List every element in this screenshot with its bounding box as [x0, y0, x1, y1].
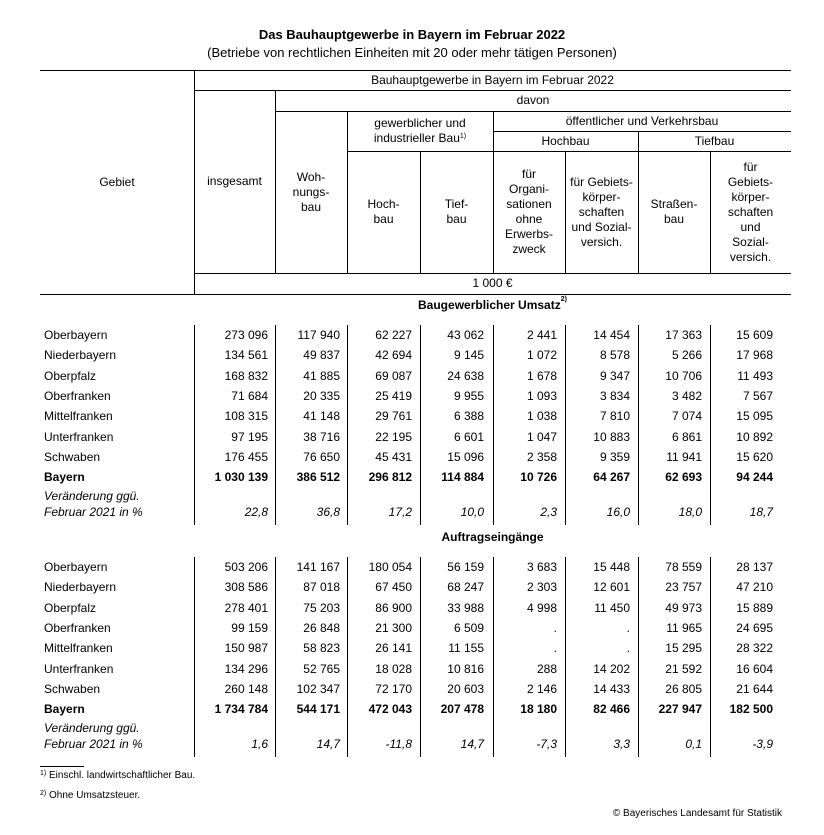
cell-value: 11 493 [737, 368, 773, 383]
footnote-1: $^{1)}$ Einschl. landwirtschaftlicher Bau. [40, 770, 196, 781]
cell-value: 3,3 [613, 737, 630, 752]
row-label: Oberbayern [44, 560, 108, 574]
cell-value: 49 973 [665, 600, 702, 615]
row-label: Mittelfranken [44, 409, 113, 424]
cell-value: 99 159 [231, 620, 268, 635]
cell-value: 21 300 [375, 620, 412, 635]
cell-value: 182 500 [729, 702, 773, 717]
cell-value: 6 861 [671, 429, 702, 444]
cell-value: 68 247 [447, 580, 484, 595]
cell-value: 1 030 139 [214, 470, 268, 485]
cell-value: 15 889 [736, 600, 773, 615]
table-row [40, 618, 791, 638]
cell-value: 180 054 [368, 560, 412, 574]
cell-value: 9 347 [599, 368, 630, 383]
cell-value: 11 965 [666, 620, 702, 635]
cell-value: 6 509 [453, 620, 484, 635]
header-oeffentlicher [493, 111, 791, 131]
cell-value: 1 047 [526, 429, 557, 444]
cell-value: 1 038 [526, 409, 557, 424]
header-gew-hochbau [347, 151, 420, 273]
cell-value: 296 812 [368, 470, 412, 485]
cell-value: 9 359 [599, 449, 630, 464]
cell-value: 8 578 [599, 348, 630, 363]
cell-value: 18 028 [375, 661, 412, 676]
cell-value: 15 609 [736, 328, 773, 342]
cell-value: 134 561 [224, 348, 268, 363]
header-gew-tiefbau [420, 151, 493, 273]
cell-value: 12 601 [593, 580, 630, 595]
cell-value: 25 419 [375, 388, 412, 403]
cell-value: 23 757 [665, 580, 702, 595]
page-title: Das Bauhauptgewerbe in Bayern im Februar 2022 [258, 27, 566, 42]
table-row [40, 386, 791, 406]
table-row [40, 427, 791, 447]
cell-value: 29 761 [375, 409, 412, 424]
cell-value: 49 837 [303, 348, 340, 363]
cell-value: 64 267 [593, 470, 630, 485]
cell-value: 288 [536, 661, 557, 676]
row-label: Oberpfalz [44, 600, 97, 615]
cell-value: 56 159 [447, 560, 484, 574]
cell-value: 24 695 [736, 620, 773, 635]
cell-value: 3 482 [671, 388, 702, 403]
cell-value: 260 148 [224, 681, 268, 696]
cell-value: 16,0 [606, 505, 630, 520]
cell-value: 36,8 [316, 505, 340, 520]
cell-value: 72 170 [375, 681, 412, 696]
header-gew-tiefbau-text: Tief- bau [444, 197, 469, 226]
cell-value: 14,7 [316, 737, 340, 752]
cell-value: 76 650 [303, 449, 340, 464]
cell-value: 86 900 [375, 600, 412, 615]
cell-value: 11 450 [594, 600, 630, 615]
header-davon [275, 90, 791, 111]
header-gebiet [40, 70, 194, 294]
cell-value: 503 206 [224, 560, 268, 574]
header-wohnungsbau-text: Woh- nungs- bau [292, 169, 330, 214]
cell-value: 26 141 [375, 641, 412, 656]
cell-value: 3 683 [526, 560, 557, 574]
cell-value: 26 805 [665, 681, 702, 696]
cell-value: 14 433 [593, 681, 630, 696]
row-label: Oberfranken [44, 388, 111, 403]
page-subtitle: (Betriebe von rechtlichen Einheiten mit 20 oder mehr tätigen Personen) [207, 45, 617, 60]
header-tiefbau-group [638, 131, 791, 151]
cell-value: 38 716 [303, 429, 340, 444]
cell-value: . [553, 641, 557, 656]
cell-value: 1,6 [251, 737, 268, 752]
cell-value: 41 885 [303, 368, 340, 383]
cell-value: 114 884 [441, 470, 484, 485]
header-gebiet-text: Gebiet [99, 174, 135, 189]
cell-value: . [553, 620, 557, 635]
header-bottom-rule [40, 294, 791, 295]
header-unit-text: 1 000 € [472, 276, 513, 290]
cell-value: . [626, 620, 630, 635]
cell-value: 58 823 [303, 641, 340, 656]
row-label: Unterfranken [44, 661, 114, 676]
header-top-span-text: Bauhauptgewerbe in Bayern im Februar 2022 [371, 72, 614, 87]
cell-value: 78 559 [665, 560, 702, 574]
cell-value: 28 137 [736, 560, 773, 574]
cell-value: 207 478 [440, 702, 484, 717]
cell-value: 15 096 [447, 449, 484, 464]
row-label: Veränderung ggü. Februar 2021 in % [44, 721, 143, 752]
cell-value: 2 303 [526, 580, 557, 595]
cell-value: 28 322 [736, 641, 773, 656]
header-gebiets-tiefbau-text: für Gebiets- körper- schaften und Sozial- versich. [727, 159, 774, 264]
cell-value: 20 603 [447, 681, 484, 696]
header-unit [194, 273, 791, 294]
header-oeffentlicher-text: öffentlicher und Verkehrsbau [565, 113, 719, 128]
table-row [40, 679, 791, 699]
cell-value: 150 987 [224, 641, 268, 656]
cell-value: 10 706 [665, 368, 702, 383]
change-row [40, 719, 791, 755]
cell-value: 4 998 [526, 600, 557, 615]
cell-value: 17 968 [736, 348, 773, 363]
table-row [40, 366, 791, 386]
cell-value: 1 093 [526, 388, 557, 403]
row-label: Oberbayern [44, 328, 108, 342]
header-gebiets-hochbau [565, 151, 638, 273]
cell-value: 62 227 [375, 328, 412, 342]
cell-value: 14 202 [593, 661, 630, 676]
cell-value: 10,0 [460, 505, 484, 520]
cell-value: 43 062 [447, 328, 484, 342]
cell-value: 2 441 [526, 328, 557, 342]
cell-value: 9 145 [453, 348, 484, 363]
cell-value: 16 604 [736, 661, 773, 676]
cell-value: 3 834 [599, 388, 630, 403]
cell-value: 117 940 [297, 328, 340, 342]
table-row [40, 345, 791, 365]
section-title-1: Baugewerblicher Umsatz$^{2)}$ [418, 296, 567, 312]
cell-value: 273 096 [224, 328, 268, 342]
table-row [40, 447, 791, 467]
cell-value: 15 448 [593, 560, 630, 574]
header-gebiets-hochbau-text: für Gebiets- körper- schaften und Sozial- versich. [570, 174, 633, 249]
cell-value: 11 155 [448, 641, 484, 656]
cell-value: 11 941 [666, 449, 702, 464]
row-label: Mittelfranken [44, 641, 113, 656]
cell-value: 134 296 [224, 661, 268, 676]
cell-value: 41 148 [303, 409, 340, 424]
cell-value: 18,7 [749, 505, 773, 520]
header-gebiets-tiefbau [710, 151, 791, 273]
table-row [40, 557, 791, 577]
cell-value: 10 816 [447, 661, 484, 676]
total-row [40, 699, 791, 719]
header-hochbau-group-text: Hochbau [541, 133, 590, 148]
cell-value: 472 043 [368, 702, 412, 717]
row-label: Schwaben [44, 449, 101, 464]
cell-value: 75 203 [303, 600, 340, 615]
cell-value: -7,3 [536, 737, 557, 752]
cell-value: 62 693 [665, 470, 702, 485]
cell-value: 6 388 [453, 409, 484, 424]
cell-value: 15 620 [736, 449, 773, 464]
cell-value: 10 883 [593, 429, 630, 444]
cell-value: 69 087 [375, 368, 412, 383]
cell-value: 18,0 [678, 505, 702, 520]
cell-value: 24 638 [447, 368, 484, 383]
section-title-2: Auftragseingänge [441, 530, 544, 544]
cell-value: 22 195 [375, 429, 412, 444]
cell-value: 97 195 [231, 429, 268, 444]
row-label: Veränderung ggü. Februar 2021 in % [44, 489, 143, 520]
row-label: Schwaben [44, 681, 101, 696]
cell-value: 7 567 [742, 388, 773, 403]
total-row [40, 467, 791, 487]
header-gewerblicher [347, 111, 493, 151]
header-insgesamt [194, 90, 275, 273]
cell-value: 308 586 [224, 580, 268, 595]
header-organisationen-text: für Organi- sationen ohne Erwerbs- zweck [504, 167, 553, 256]
row-label: Oberpfalz [44, 368, 97, 383]
cell-value: 15 295 [665, 641, 702, 656]
cell-value: 21 592 [665, 661, 702, 676]
footnote-2: $^{2)}$ Ohne Umsatzsteuer. [40, 790, 141, 801]
change-row [40, 487, 791, 523]
cell-value: 87 018 [303, 580, 340, 595]
header-tiefbau-group-text: Tiefbau [694, 133, 735, 148]
cell-value: 26 848 [303, 620, 340, 635]
cell-value: 9 955 [453, 388, 484, 403]
cell-value: 17,2 [388, 505, 412, 520]
cell-value: 2 146 [526, 681, 557, 696]
cell-value: 94 244 [736, 470, 773, 485]
cell-value: 386 512 [296, 470, 340, 485]
cell-value: 14,7 [460, 737, 484, 752]
cell-value: 6 601 [453, 429, 484, 444]
header-davon-text: davon [516, 93, 550, 107]
table-row [40, 325, 791, 345]
cell-value: 141 167 [296, 560, 340, 574]
cell-value: 33 988 [447, 600, 484, 615]
cell-value: 45 431 [375, 449, 412, 464]
cell-value: -3,9 [752, 737, 773, 752]
cell-value: 102 347 [296, 681, 340, 696]
table-row [40, 659, 791, 679]
cell-value: 108 315 [224, 409, 268, 424]
table-row [40, 406, 791, 426]
cell-value: 1 678 [526, 368, 557, 383]
cell-value: 14 454 [593, 328, 630, 342]
cell-value: 5 266 [671, 348, 702, 363]
cell-value: 2 358 [526, 449, 557, 464]
cell-value: 278 401 [224, 600, 268, 615]
cell-value: 42 694 [375, 348, 412, 363]
row-label: Bayern [44, 470, 85, 485]
cell-value: 71 684 [231, 388, 268, 403]
row-label: Oberfranken [44, 620, 111, 635]
cell-value: 1 734 784 [214, 702, 268, 717]
cell-value: 10 892 [736, 429, 773, 444]
cell-value: . [626, 641, 630, 656]
row-label: Unterfranken [44, 429, 114, 444]
header-organisationen [493, 151, 565, 273]
cell-value: 7 810 [599, 409, 630, 424]
copyright: © Bayerisches Landesamt für Statistik [612, 808, 782, 819]
cell-value: 7 074 [671, 409, 702, 424]
table-row [40, 577, 791, 597]
table-row [40, 598, 791, 618]
cell-value: 2,3 [540, 505, 557, 520]
cell-value: 0,1 [685, 737, 702, 752]
cell-value: 22,8 [244, 505, 268, 520]
cell-value: 227 947 [658, 702, 702, 717]
cell-value: 1 072 [526, 348, 557, 363]
cell-value: 10 726 [520, 470, 557, 485]
header-strassenbau [638, 151, 710, 273]
table-row [40, 638, 791, 658]
row-label: Niederbayern [44, 580, 117, 595]
header-wohnungsbau [275, 111, 347, 273]
header-gewerblicher-text: gewerblicher und industrieller Bau$^{1)}$ [373, 116, 467, 145]
cell-value: 67 450 [375, 580, 412, 595]
cell-value: 544 171 [296, 702, 340, 717]
cell-value: -11,8 [385, 737, 412, 752]
cell-value: 47 210 [736, 580, 773, 595]
cell-value: 21 644 [736, 681, 773, 696]
cell-value: 82 466 [593, 702, 630, 717]
cell-value: 15 095 [736, 409, 773, 424]
cell-value: 20 335 [303, 388, 340, 403]
row-label: Bayern [44, 702, 85, 717]
cell-value: 176 455 [224, 449, 268, 464]
header-hochbau-group [493, 131, 638, 151]
header-gew-hochbau-text: Hoch- bau [367, 197, 400, 226]
row-label: Niederbayern [44, 348, 117, 363]
cell-value: 18 180 [520, 702, 557, 717]
cell-value: 17 363 [665, 328, 702, 342]
header-top-span [194, 70, 791, 90]
header-strassenbau-text: Straßen- bau [650, 197, 698, 226]
cell-value: 52 765 [303, 661, 340, 676]
footnote-divider [40, 766, 84, 767]
header-insgesamt-text: insgesamt [207, 174, 262, 188]
cell-value: 168 832 [224, 368, 268, 383]
